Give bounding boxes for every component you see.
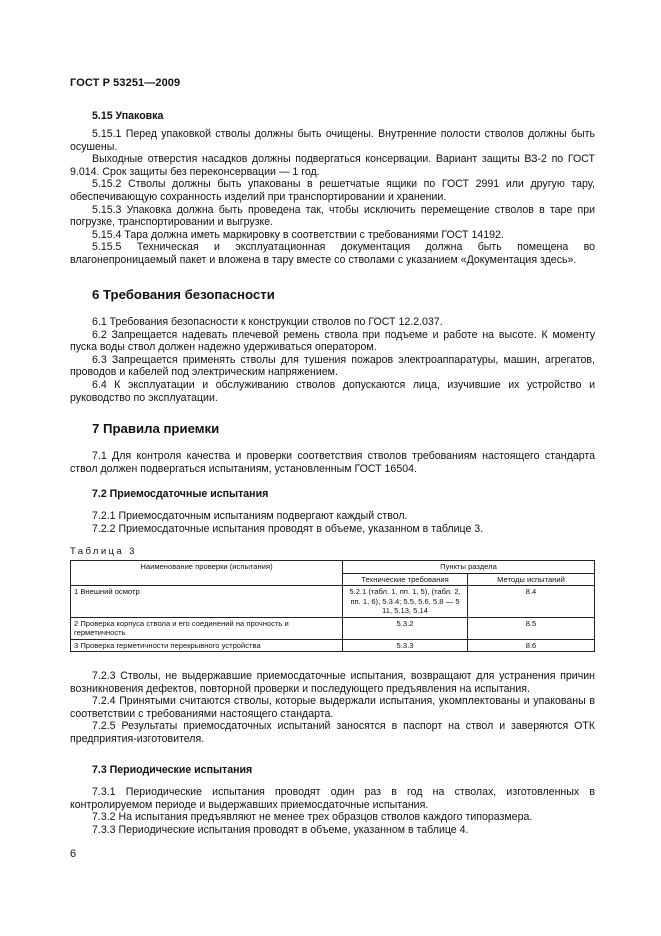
table-row [71, 617, 595, 639]
column-header-tech: Технические требования [343, 573, 468, 586]
section-7-2 [70, 488, 595, 535]
paragraph: 5.15.1 Перед упаковкой стволы должны быть очищены. Внутренние полости стволов должны быть осушены. [70, 128, 595, 153]
paragraph: 5.15.3 Упаковка должна быть проведена так, чтобы исключить перемещение стволов в таре при погрузке, транспортировании и выгрузке. [70, 203, 595, 229]
cell-method: 8.5 [468, 617, 595, 639]
table-caption: Таблица 3 [70, 546, 137, 557]
paragraph: 7.2.1 Приемосдаточным испытаниям подвергают каждый ствол. [92, 510, 408, 522]
paragraph: Выходные отверстия насадков должны подвергаться консервации. Вариант защиты ВЗ-2 по ГОСТ 9.014. Срок защиты без переконсервации — 1 год. [70, 153, 595, 178]
table-row [71, 586, 595, 618]
page-number: 6 [70, 848, 77, 860]
paragraph: 5.15.5 Техническая и эксплуатационная документация должна быть помещена во влагонепроницаемый пакет и вложена в тару вместе со стволами с указанием «Документация здесь». [70, 241, 595, 266]
paragraph: 7.3.1 Периодические испытания проводят один раз в год на стволах, изготовленных в контролируемом периоде и выдержавших приемосдаточные испытания. [70, 786, 595, 811]
paragraph: 6.2 Запрещается надевать плечевой ремень ствола при подъеме и работе на высоте. К моменту пуска воды ствол должен надежно удерживаться оператором. [70, 328, 595, 354]
paragraph: 6.3 Запрещается применять стволы для тушения пожаров электроаппаратуры, машин, агрегатов, проводов и кабелей под электрическим напряжением. [70, 353, 595, 379]
section-5-15 [70, 110, 595, 267]
section-6-title: 6 Требования безопасности [92, 287, 275, 302]
section-7-title: 7 Правила приемки [92, 421, 220, 436]
section-7-2-title: 7.2 Приемосдаточные испытания [92, 488, 269, 500]
table-row [71, 639, 595, 652]
paragraph: 7.2.5 Результаты приемосдаточных испытаний заносятся в паспорт на ствол и заверяются ОТК предприятия-изготовителя. [70, 720, 595, 745]
section-7-3 [70, 764, 595, 836]
column-header-group: Пункты раздела [343, 561, 595, 574]
paragraph: 7.2.2 Приемосдаточные испытания проводят в объеме, указанном в таблице 3. [92, 522, 484, 535]
cell-tech: 5.3.2 [343, 617, 468, 639]
cell-method: 8.6 [468, 639, 595, 652]
cell-tech: 5.2.1 (табл. 1, пп. 1, 5), (табл. 2, пп. 1, 6), 5.3.4; 5.5, 5.6, 5.8 — 5 11, 5.13, 5.14 [343, 586, 468, 618]
cell-tech: 5.3.3 [343, 639, 468, 652]
paragraph: 7.2.4 Принятыми считаются стволы, которые выдержали испытания, укомплектованы и упакованы в соответствии с требованиями настоящего стандарта. [70, 695, 595, 720]
cell-method: 8.4 [468, 586, 595, 618]
document-header: ГОСТ Р 53251—2009 [70, 77, 181, 89]
section-7-3-title: 7.3 Периодические испытания [92, 764, 253, 776]
paragraph: 7.3.3 Периодические испытания проводят в объеме, указанном в таблице 4. [92, 823, 469, 836]
cell-name: 3 Проверка герметичности перекрывного устройства [71, 639, 343, 652]
paragraph: 7.1 Для контроля качества и проверки соответствия стволов требованиям настоящего стандарта ствол должен подвергаться испытаниям, установленным ГОСТ 16504. [70, 450, 595, 475]
paragraph: 5.15.4 Тара должна иметь маркировку в соответствии с требованиями ГОСТ 14192. [92, 228, 504, 241]
table-3 [70, 560, 595, 652]
table-3-block [70, 546, 595, 652]
paragraph: 6.1 Требования безопасности к конструкции стволов по ГОСТ 12.2.037. [92, 316, 443, 328]
column-header-methods: Методы испытаний [468, 573, 595, 586]
cell-name: 2 Проверка корпуса ствола и его соединений на прочность и герметичность [71, 617, 343, 639]
paragraph: 6.4 К эксплуатации и обслуживанию стволов допускаются лица, изучившие их устройство и руководство по эксплуатации. [70, 378, 595, 404]
section-5-15-title: 5.15 Упаковка [92, 110, 164, 122]
section-6 [70, 287, 595, 404]
paragraph: 7.2.3 Стволы, не выдержавшие приемосдаточные испытания, возвращают для устранения причин возникновения дефектов, повторной проверки и последующего предъявления на испытания. [70, 670, 595, 695]
table-header-row [71, 561, 595, 574]
after-table-block [70, 670, 595, 746]
column-header-name: Наименование проверки (испытания) [71, 561, 343, 586]
section-7 [70, 421, 595, 475]
cell-name: 1 Внешний осмотр [71, 586, 343, 618]
paragraph: 7.3.2 На испытания предъявляют не менее трех образцов стволов каждого типоразмера. [92, 811, 533, 824]
paragraph: 5.15.2 Стволы должны быть упакованы в решетчатые ящики по ГОСТ 2991 или другую тару, обеспечивающую сохранность изделий при транспортировании и хранении. [70, 178, 595, 203]
